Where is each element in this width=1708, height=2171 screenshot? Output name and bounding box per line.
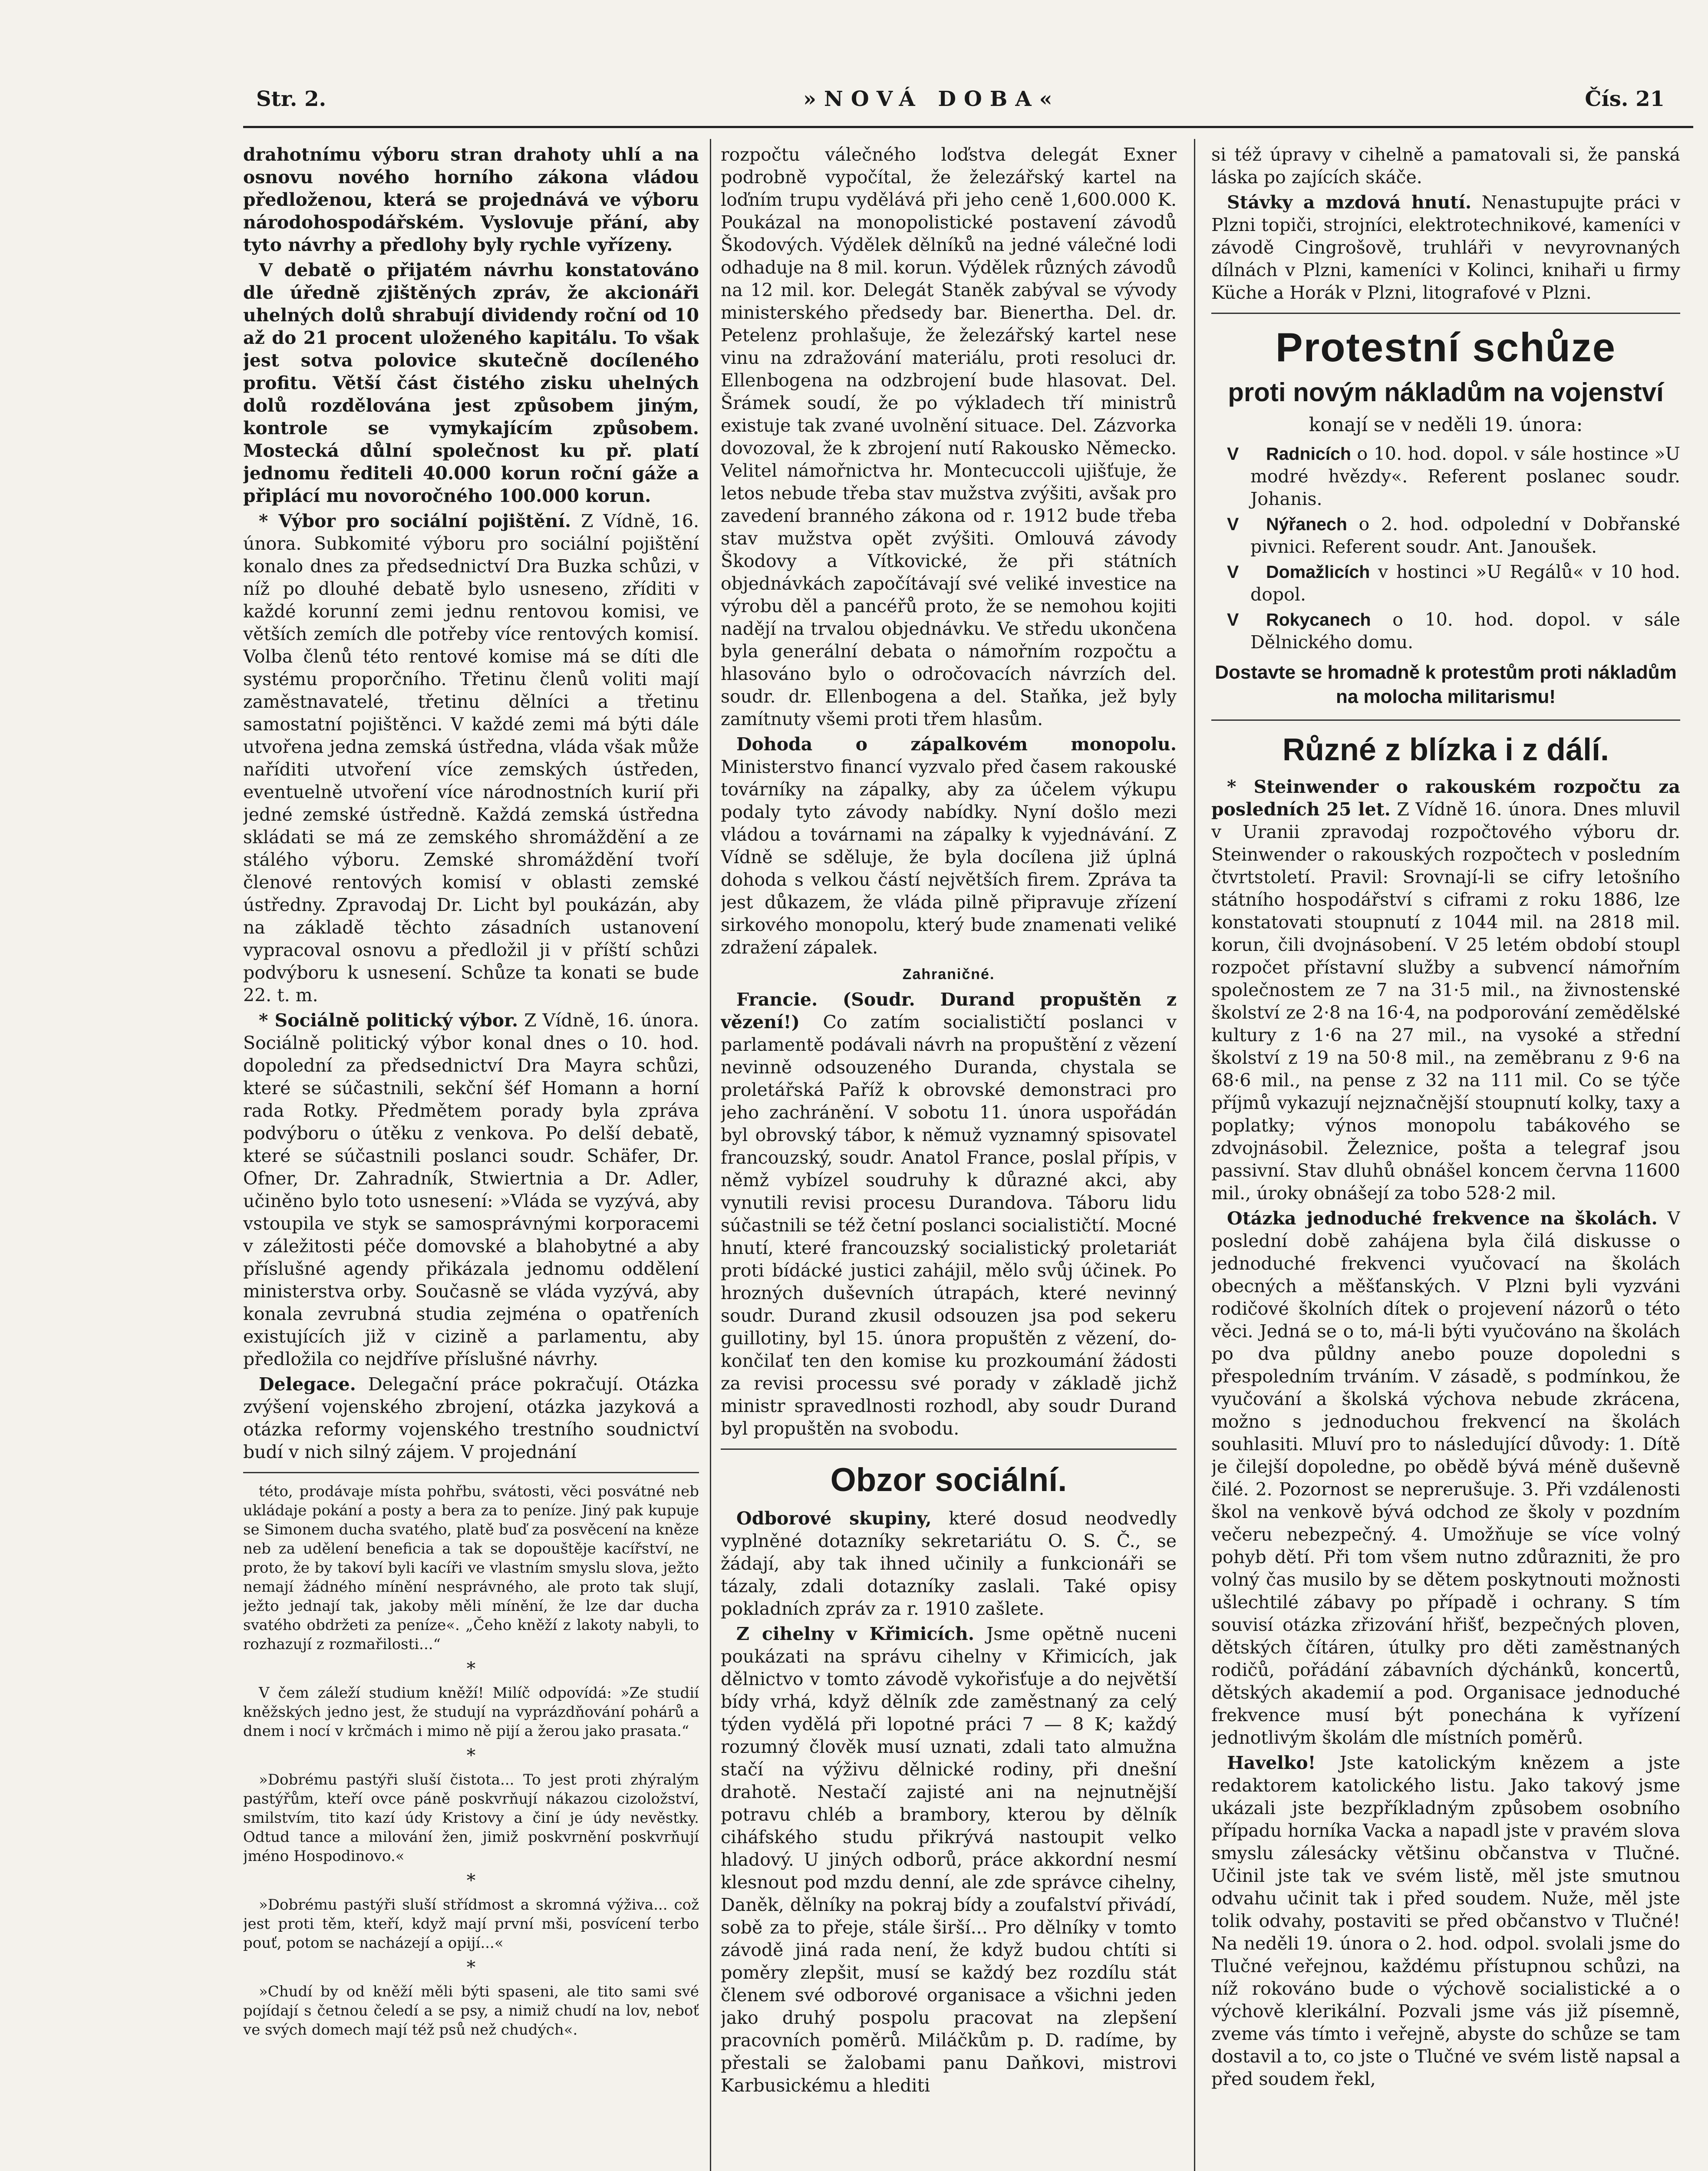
- divider: [1211, 719, 1680, 721]
- article-headline: Francie. (Soudr. Durand propuštěn z vězení!): [721, 989, 1177, 1033]
- issue-number: Čís. 21: [1585, 87, 1665, 111]
- separator-star: *: [466, 1658, 476, 1679]
- page-number: Str. 2.: [256, 87, 326, 111]
- column-2: [721, 143, 1177, 2171]
- article-headline: Odborové skupiny,: [736, 1508, 932, 1529]
- protest-subtitle: proti novým nákladům na vojenství: [1228, 378, 1664, 407]
- feuilleton-text: »Dobrému pastýři sluší střídmost a skromná výživa... což jest proti těm, kteří, když mají první mši, posvícení terbo pouť, potom se nacházejí a opijí...«: [243, 1896, 699, 1952]
- meeting-place: Rokycanech: [1266, 610, 1371, 630]
- divider: [1211, 313, 1680, 314]
- section-title-obzor: Obzor sociální.: [830, 1462, 1067, 1498]
- meeting-prefix: V: [1227, 610, 1239, 630]
- protest-appeal: Dostavte se hromadně k protestům proti nákladům na molocha militarismu!: [1215, 662, 1677, 707]
- article-text: Nenastupujte práci v Plzni topiči, strojníci, elektrotechnikové, kameníci v závodě Cingrošově, truhláři v nevyrovnaných dílnách v Plzni, kameníci v Kolinci, knihaři u firmy Küche a Horák v Plzni, litografové v Plzni.: [1211, 192, 1680, 303]
- meeting-item: [1211, 608, 1680, 653]
- article-text: Z Vídně 16. února. Dnes mluvil v Uranii zpravodaj rozpočtového výboru dr. Steinwender o rakouských rozpočtech v posledním čtvrtstoletí. Pravil: Srovnají-li se cifry letošního státního hospodářství s ciframi z roku 1886, lze konstatovati stoupnutí z 1044 mil. na 2818 mil. korun, čili dvojnásobení. V 25 letém období stoupl rozpočet přístavní služby a subvencí námořním společnostem ze 7 na 31·5 mil., na živnostenské školství ze 2·8 na 16·4, na podporování zemědělské kultury z 1·6 na 27 mil., na vysoké a střední školství z 19 na 50·8 mil., na zeměbranu z 9·6 na 68·6 mil., na pense z 32 na 111 mil. Co se týče příjmů vykazují nejznačnější stoupnutí kolky, taxy a poplatky; výnos monopolu tabákového se zdvojnásobil. Železnice, pošta a telegraf jsou passivní. Stav dluhů obnášel koncem června 11600 mil., úroky obnášejí za tobo 528·2 mil.: [1211, 799, 1680, 1204]
- article-headline: Z cihelny v Křimicích.: [736, 1623, 974, 1644]
- meeting-prefix: V: [1227, 444, 1239, 464]
- article-text: které dosud neodvedly vyplněné dotazníky sekretariátu O. S. Č., se žádají, aby tak ihned učinily a funkcionáři se tázaly, zdali dotazníky zaslali. Také opisy pokladních zpráv za r. 1910 zašlete.: [721, 1508, 1177, 1619]
- article-stavky: [1211, 191, 1680, 304]
- article-text: Z Vídně, 16. února. Subkomité výboru pro sociální pojištění konalo dnes za předsednictví Dra Buzka schůzi, v níž po dlouhé debatě bylo usneseno, zříditi v každé korunní zemi jednu rentovou komisi, ve větších zemích dle potřeby více rentových komisí. Volba členů této rentové komise má se díti dle systému proporčního. Třetinu členů voliti mají zaměstnavatelé, třetinu dělníci a třetinu samostatní pojištěnci. V každé zemi má býti dále utvořena jedna zemská ústředna, vláda však může naříditi utvoření více zemských ústředen, eventuelně utvoření více národnostních kurií při jedné zemské ústředně. Každá zemská ústředna skládati se má ze zemského shromáždění a ze stálého výboru. Zemské shromáždění tvoří členové rentových komisí v oblasti zemské ústředny. Zpravodaj Dr. Licht byl poukázán, aby na základě těchto zásadních ustanovení vypracoval osnovu a předložil ji v příští schůzi podvýboru k usnesení. Schůze ta konati se bude 22. t. m.: [243, 511, 699, 1006]
- article-headline: Delegace.: [259, 1374, 356, 1395]
- feuilleton-text: »Dobrému pastýři sluší čistota... To jest proti zhýralým pastýřům, kteří ovce páně poskvrňují nákazou cizoložství, smilstvím, tito kazí údy Kristovy a činí je údy nevěstky. Odtud tance a milování žen, jimiž poskvrnění poskvrňují jméno Hospodinovo.«: [243, 1771, 699, 1865]
- article-text: si též úpravy v cihelně a pamatovali si, že panská láska po zajících skáče.: [1211, 144, 1680, 188]
- article-odborove: [721, 1507, 1177, 1620]
- meeting-place: Domažlicích: [1266, 562, 1370, 582]
- meeting-details: o 10. hod. dopol. v sále hostince »U modré hvězdy«. Referent poslanec soudr. Johanis.: [1250, 443, 1680, 509]
- meeting-item: [1211, 442, 1680, 510]
- column-1: [243, 143, 699, 2171]
- separator-star: *: [466, 1870, 476, 1891]
- article-havelko: [1211, 1752, 1680, 2090]
- meeting-place: Nýřanech: [1266, 514, 1347, 534]
- article-headline: Otázka jednoduché frekvence na školách.: [1227, 1208, 1658, 1229]
- article-text: rozpočtu válečného loďstva delegát Exner podrobně vypočítal, že železářský kartel na loďním trupu vydělává při jeho ceně 1,600.000 K. Poukázal na monopolistické postavení závodů Škodových. Výdělek dělníků na jedné válečné lodi odhaduje na 8 mil. korun. Výdělek různých závodů na 12 mil. kor. Delegát Staněk zabýval se vývody ministerského předsedy bar. Bienertha. Del. dr. Petelenz prohlašuje, že železářský kartel nese vinu na zdražování materiálu, proti resoluci dr. Ellenbogena na odzbrojení bude hlasovat. Del. Šrámek soudí, že po výkladech tří ministrů existuje tak zvané uvolnění situace. Del. Zázvorka dovozoval, že k zbrojení nutí Rakousko Německo. Velitel námořnictva hr. Montecuccoli ujišťuje, že letos nebude třeba stav mužstva zvýšiti, avšak pro zavedení branného zákona od r. 1912 bude třeba stav mužstva opět zvýšiti. Omlouvá závody Škodovy a Vítkovické, že při státních objednávkách započítávají své veliké investice na výrobu děl a pancéřů proto, že se nemohou kojiti nadějí na trvalou objednávku. Ve středu ukončena byla generální debata o námořním rozpočtu a hlasováno bylo o odročovacích návrzích del. soudr. dr. Ellenbogena a del. Staňka, jež byly zamítnuty všemi proti třem hlasům.: [721, 144, 1177, 729]
- feuilleton-text: V čem záleží studium kněží! Milíč odpovídá: »Ze studií kněžských jedno jest, že studují na vyprázdňování pohárů a dnem i nocí v krčmách i mimo ně pijí a žerou jako prasata.“: [243, 1684, 699, 1740]
- separator-star: *: [466, 1745, 476, 1766]
- meeting-item: [1211, 513, 1680, 558]
- meeting-prefix: V: [1227, 514, 1239, 534]
- meeting-details: o 2. hod. odpolední v Dobřanské pivnici. Referent soudr. Ant. Janoušek.: [1250, 514, 1680, 557]
- article-headline: * Sociálně politický výbor.: [259, 1010, 518, 1031]
- article-text: Co zatím socialističtí poslanci v parlamentě podávali návrh na propuštění z vězení nevinně odsouzeného Duranda, chystala se proletářská Paříž k obrovské demonstraci pro jeho zachránění. V sobotu 11. února uspořádán byl obrovský tábor, k němuž vyznamný spisovatel francouzský, soudr. Anatol France, poslal přípis, v němž vybízel soudruhy k důrazné akci, aby vynutili revisi procesu Durandova. Táboru lidu súčastnili se též četní poslanci socialističtí. Mocné hnutí, které francouzský socialistický proletariát proti bídácké justici zahájil, mělo svůj účinek. Po hrozných duševních útrapách, které nevinný soudr. Durand zkusil odsouzen jsa pod sekeru guillotiny, byl 15. února propuštěn z vězení, do-končilať ten den komise ku prozkoumání žádosti za revisi processu své porady v základě jichž ministr spravedlnosti rozhodl, aby soudr Durand byl propuštěn na svobodu.: [721, 1012, 1177, 1439]
- article-cihelna: [721, 1623, 1177, 2097]
- meeting-details: v hostinci »U Regálů« v 10 hod. dopol.: [1250, 561, 1680, 605]
- article-headline: Havelko!: [1227, 1752, 1316, 1773]
- article-zapalky: [721, 733, 1177, 959]
- article-headline: Dohoda o zápalkovém monopolu.: [736, 734, 1177, 755]
- meeting-prefix: V: [1227, 562, 1239, 582]
- page-header: [0, 87, 1708, 122]
- article-text: Jste katolickým knězem a jste redaktorem katolického listu. Jako takový jsme ukázali jste bezpříkladným způsobem osobního případu horníka Vacka a napadl jste v pravém slova smyslu zálesácky většinu občanstva v Tlučné. Učinil jste tak ve svém listě, měl jste smutnou odvahu učinit tak i před soudem. Nuže, měl jste tolik odvahy, postaviti se před občanstvo v Tlučné! Na neděli 19. února o 2. hod. odpol. svolali jsme do Tlučné veřejnou, každému přístupnou schůzi, na níž rokováno bude o výchově socialistické a o výchově klerikální. Pozvali jsme vás již písemně, zveme vás tímto i veřejně, abyste do schůze se tam dostavil a to, co jste o Tlučné ve svém listě napsal a před soudem řekl,: [1211, 1752, 1680, 2089]
- article-text: drahotnímu výboru stran drahoty uhlí a na osnovu nového horního zákona vládou předloženou, která se projednává ve výboru národohospodářském. Vyslovuje přání, aby tyto návrhy a předlohy byly rychle vyřízeny.: [243, 144, 699, 255]
- meeting-place: Radnicích: [1266, 444, 1351, 464]
- article-headline: * Steinwender o rakouském rozpočtu za posledních 25 let.: [1211, 776, 1680, 820]
- article-frekvence: [1211, 1207, 1680, 1749]
- header-rule: [243, 126, 1693, 128]
- meeting-item: [1211, 561, 1680, 606]
- divider: [721, 1448, 1177, 1450]
- article-delegace: [243, 1373, 699, 1463]
- article-text: V poslední době zahájena byla čilá diskusse o jednoduché frekvenci vyučovací na školách obecných a měšťanských. V Plzni byli vyzváni rodičové školních dítek o projevení názorů o této věci. Jedná se o to, má-li býti vyučováno na školách po dva půldny anebo pouze dopoledni s přespoledním trváním. V zásadě, s podmínkou, že vyučování a školská výchova nebude zkrácena, možno s jednoduchou frekvencí na školách souhlasiti. Mluví pro to následující důvody: 1. Dítě je čilejší dopoledne, po obědě bývá méně duševně čilé. 2. Pozornost se neprerušuje. 3. Při vzdálenosti škol na venkově bývá odchod ze školy v pozdním večeru nebezpečný. 4. Umožňuje se více volný pohyb dětí. Při tom všem nutno zdůrazniti, že pro volný čas musilo by se dětem poskytnouti možnosti ušlechtilé zábavy po případě i ochrany. S tím souvisí otázka zřizování hřišť, bezpečných ploven, dětských čítáren, útulky pro děti zaměstnaných rodičů, pořádání zábavních dýchánků, koncertů, dětských akademií a pod. Organisace jednoduché frekvence musí být ponechána k vyřízení jednotlivým školám dle místních poměrů.: [1211, 1208, 1680, 1748]
- feuilleton-text: »Chudí by od kněží měli býti spaseni, ale tito sami své pojídají s četnou čeledí a se psy, a nimiž chudí na lov, neboť ve svých domech mají též psů než chudých«.: [243, 1983, 699, 2039]
- column-divider: [710, 139, 711, 2171]
- newspaper-title: »NOVÁ DOBA«: [803, 87, 1060, 111]
- feuilleton-text: této, prodávaje místa pohřbu, svátosti, věci posvátné neb ukládaje pokání a posty a bera za to peníze. Jiný pak kupuje se Simonem ducha svatého, platě buď za posvěcení na kněze neb za udělení beneficia a tak se dopouštěje kacířství, ne proto, že by takoví byli kacíři ve vlastním smyslu slova, ježto nemají žádného mínění nesprávného, ale proto tak slují, ježto jednají tak, jakoby měli mínění, že lze dar ducha svatého obdržeti za peníze«. „Čeho kněží z lakoty nabyli, to rozhazují z rozmařilosti...“: [243, 1483, 699, 1653]
- article-francie: [721, 988, 1177, 1440]
- article-vybor-pojisteni: [243, 510, 699, 1006]
- section-title-zahranicne: Zahraničné.: [902, 966, 995, 983]
- section-title-ruzne: Různé z blízka i z dálí.: [1282, 732, 1609, 767]
- article-socialne-politicky: [243, 1009, 699, 1370]
- article-steinwender: [1211, 775, 1680, 1204]
- article-text: Delegační práce pokračují. Otázka zvýšení vojenského zbrojení, otázka jazyková a otázka reformy vojenského trestního soudnictví budí v nich silný zájem. V projednání: [243, 1374, 699, 1462]
- article-headline: Stávky a mzdová hnutí.: [1227, 192, 1472, 213]
- article-headline: * Výbor pro sociální pojištění.: [259, 511, 571, 531]
- protest-date: konají se v neděli 19. února:: [1309, 414, 1583, 436]
- article-text: V debatě o přijatém návrhu konstatováno dle úředně zjištěných zpráv, že akcionáři uhelných dolů shrabují dividendy roční od 10 až do 21 procent uloženého kapitálu. To však jest sotva polovice skutečně docíleného profitu. Větší část čistého zisku uhelných dolů rozdělována jest způsobem jiným, kontrole se vymykajícím způsobem. Mostecká důlní společnost ku př. platí jednomu řediteli 40.000 korun roční gáže a připlácí mu novoročného 100.000 korun.: [243, 260, 699, 506]
- column-divider: [1194, 139, 1195, 2171]
- protest-title: Protestní schůze: [1275, 324, 1616, 370]
- meeting-details: o 10. hod. dopol. v sále Dělnického domu.: [1250, 609, 1680, 653]
- divider: [243, 1472, 699, 1473]
- separator-star: *: [466, 1957, 476, 1978]
- article-text: Jsme opětně nuceni poukázati na správu cihelny v Křimicích, jak dělnictvo v tomto závodě vykořisťuje a do největší bídy vrhá, když dělník zde zaměstnaný za celý týden vydělá při lopotné práci 7 — 8 K; každý rozumný člověk musí uznati, zdali tato almužna stačí na výživu dělnické rodiny, při dnešní drahotě. Nestačí zajisté ani na nejnutnější potravu chléb a brambory, kterou by dělník ciháfského studu přikrývá nastoupit velko hladový. U jiných odborů, práce akkordní nesmí klesnout pod mzdu denní, ale zde správce cihelny, Daněk, dělníky na pokraj bídy a zoufalství přivádí, sobě za to přeje, stále širší... Pro dělníky v tomto závodě jiná rada není, že když budou chtíti si poměry zlepšit, musí se každý bez rozdílu stát členem své odborové organisace a všichni jeden jako druhý pospolu pracovat na zlepšení pracovních poměrů. Miláčkům p. D. radíme, by přestali se žalobami panu Daňkovi, mistrovi Karbusickému a hlediti: [721, 1623, 1177, 2096]
- article-text: Z Vídně, 16. února. Sociálně politický výbor konal dnes o 10. hod. dopolední za předsednictví Dra Mayra schůzi, které se súčastnili, sekční šéf Homann a horní rada Rotky. Předmětem porady byla zpráva podvýboru o útěku z venkova. Po delší debatě, které se súčastnili poslanci soudr. Schäfer, Dr. Ofner, Dr. Zahradník, Stwiertnia a Dr. Adler, učiněno bylo toto usnesení: »Vláda se vyzývá, aby vstoupila ve styk se samosprávnými korporacemi v záležitosti péče domovské a blahobytné a aby příslušné agendy přikázala jednomu oddělení ministerstva orby. Současně se vláda vyzývá, aby konala zevrubná studia zejména o opatřeních existujících již v cizině a parlamentu, aby předložila co nejdříve příslušné návrhy.: [243, 1010, 699, 1369]
- article-text: Ministerstvo financí vyzvalo před časem rakouské továrníky na zápalky, aby za účelem výkupu podaly tyto závody nabídky. Nyní došlo mezi vládou a továrnami na zápalky k vyjednávání. Z Vídně se sděluje, že byla docílena již úplná dohoda s velkou částí největších firem. Zpráva ta jest důkazem, že vláda pilně připravuje zřízení sirkového monopolu, který bude znamenati veliké zdražení zápalek.: [721, 756, 1177, 958]
- column-3: [1211, 143, 1680, 2171]
